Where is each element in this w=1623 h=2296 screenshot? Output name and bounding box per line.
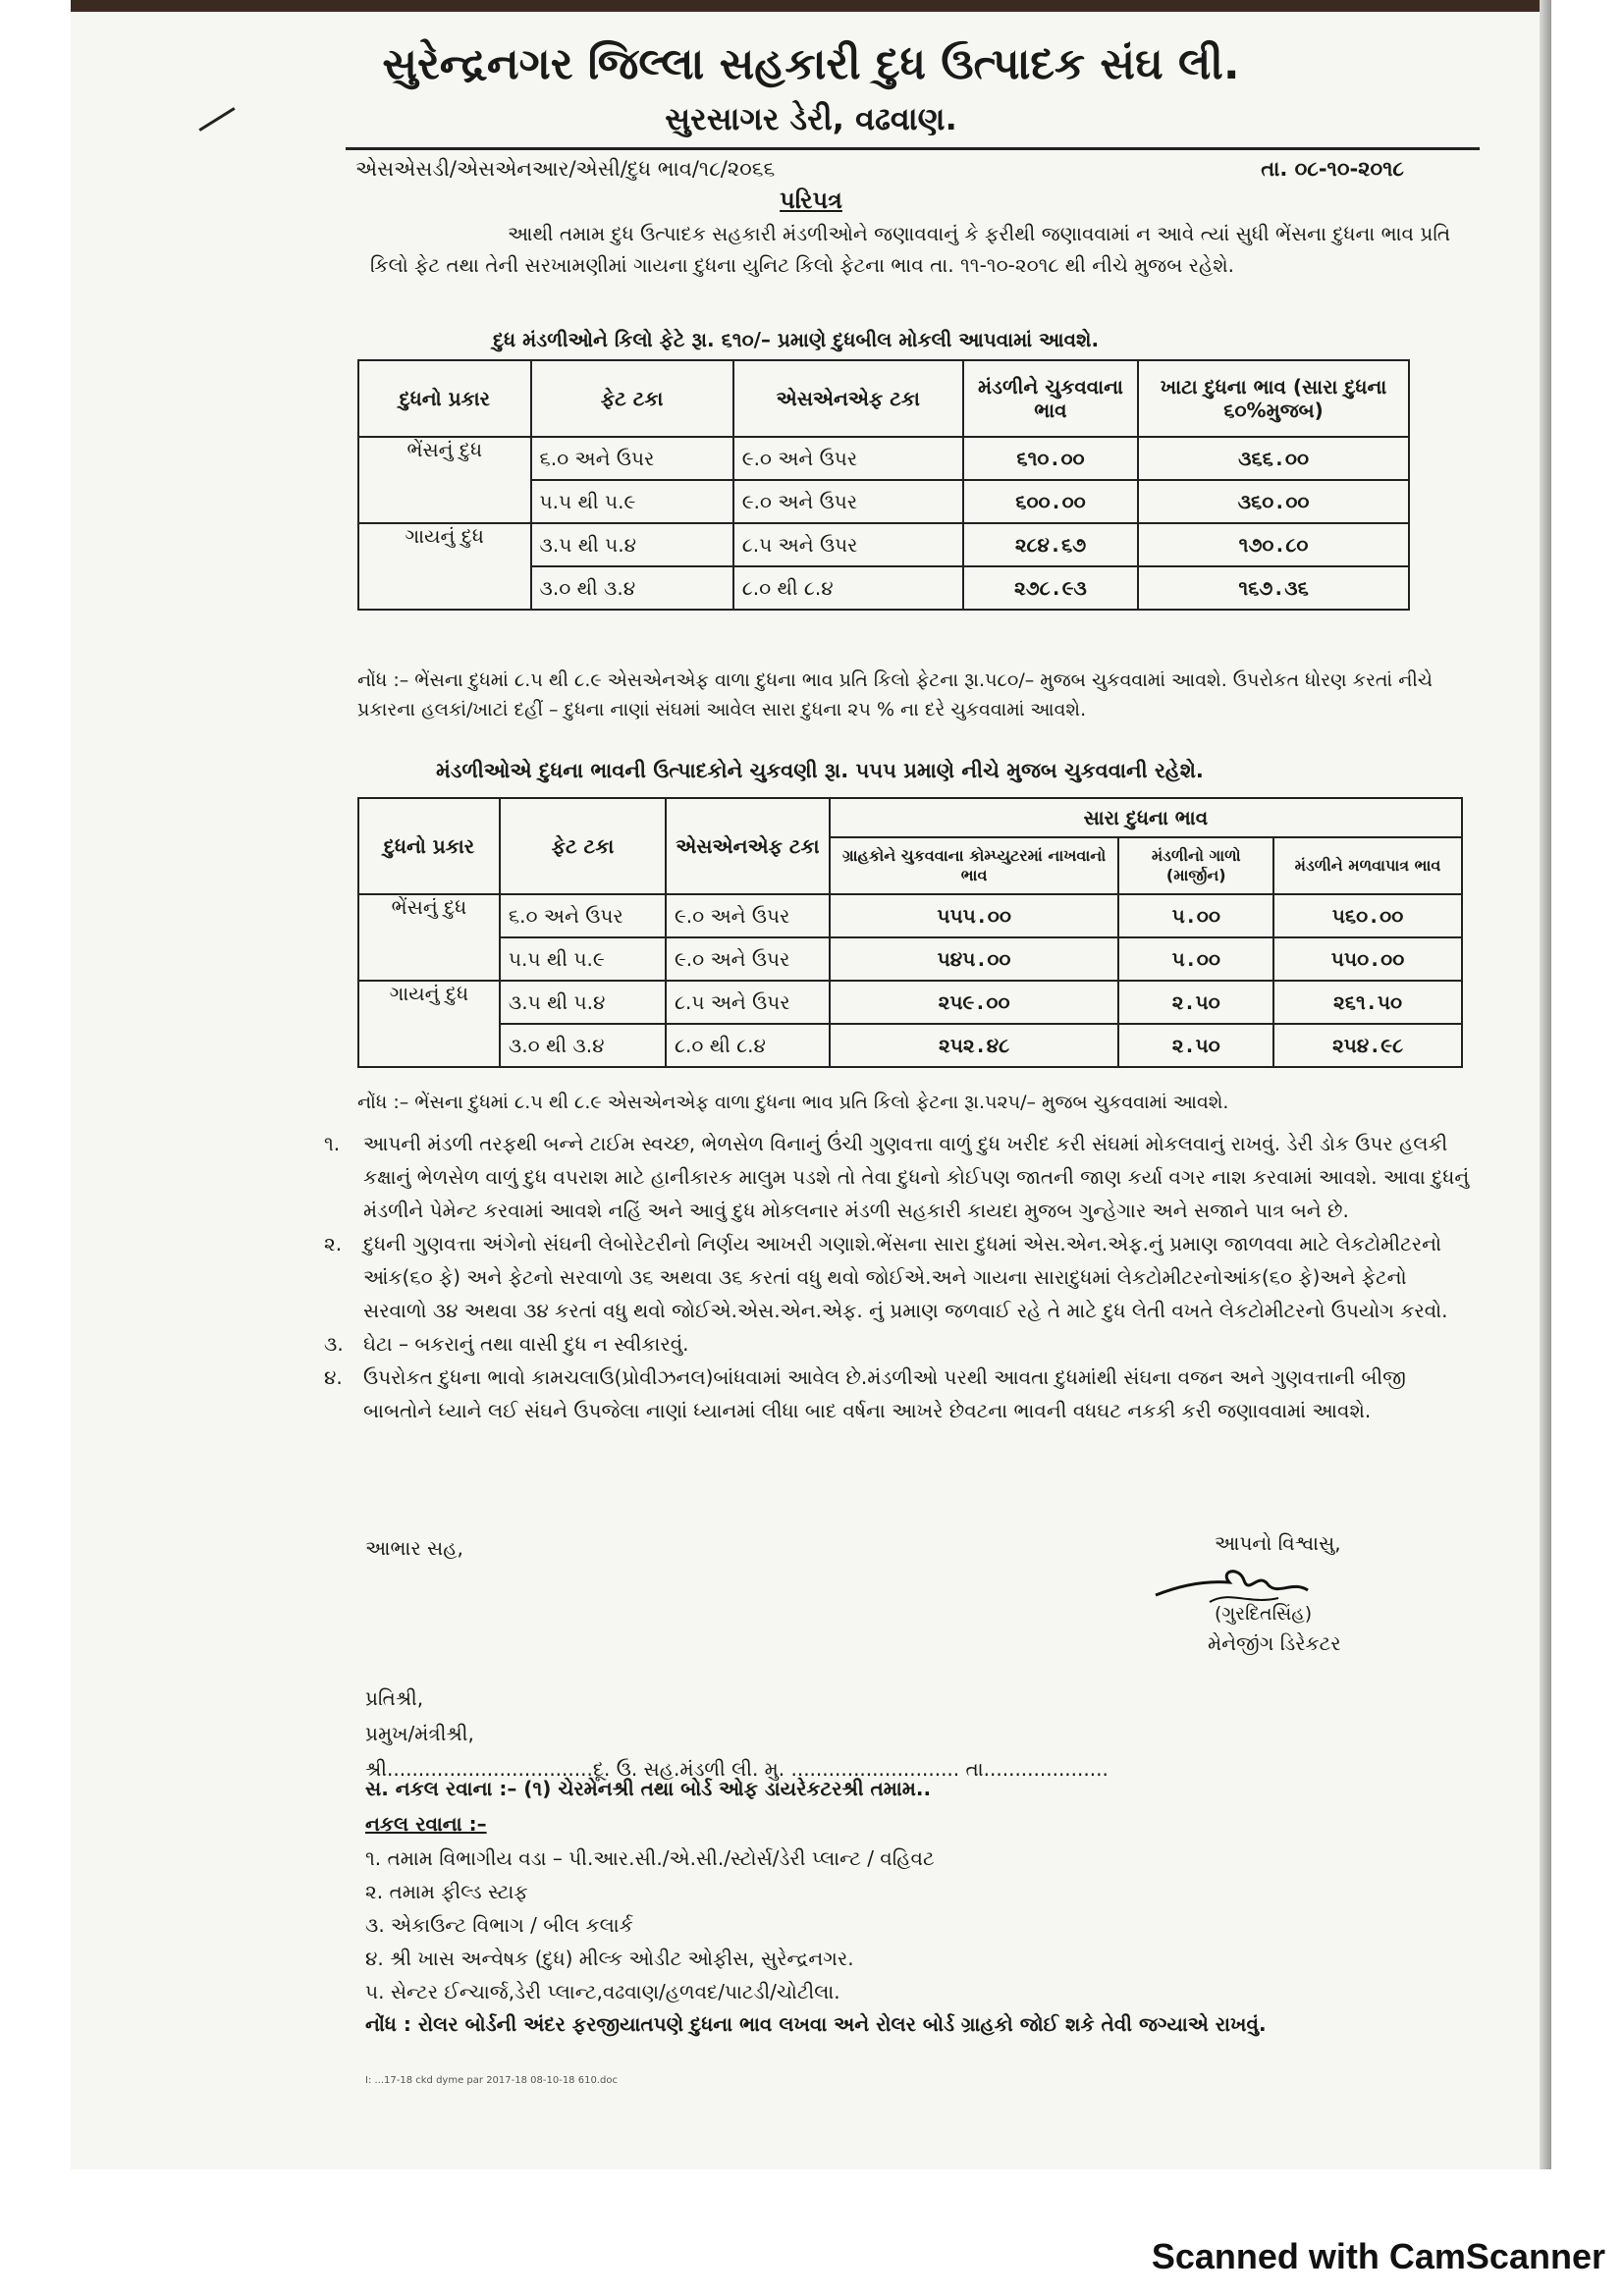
t2-cell-fat: ૩.૦ થી ૩.૪ [500, 1024, 666, 1067]
list-item [324, 1361, 1473, 1427]
t2-cell-society: ૫૬૦.૦૦ [1273, 894, 1462, 937]
t1-header-type: દુધનો પ્રકાર [358, 360, 531, 437]
t2-cell-fat: ૩.૫ થી ૫.૪ [500, 981, 666, 1024]
t2-cell-type: ગાયનું દુધ [358, 981, 500, 1067]
intro-paragraph: આથી તમામ દુધ ઉત્પાદક સહકારી મંડળીઓને જણાવવાનું કે ફરીથી જણાવવામાં ન આવે ત્યાં સુધી ભેંસના દુધના ભાવ પ્રતિ કિલો ફેટ તથા તેની સરખામણીમાં ગાયના દુધના યુનિટ કિલો ફેટના ભાવ તા. ૧૧-૧૦-૨૦૧૮ થી નીચે મુજબ રહેશે. [370, 222, 1451, 277]
point-text: આપની મંડળી તરફથી બન્ને ટાઈમ સ્વચ્છ, ભેળસેળ વિનાનું ઉંચી ગુણવત્તા વાળું દુધ ખરીદ કરી સંઘમાં મોકલવાનું રાખવું. ડેરી ડોક ઉપર હલકી કક્ષાનું ભેળસેળ વાળું દુધ વપરાશ માટે હાનીકારક માલુમ પડશે તો તેવા દુધનો કોઈપણ જાતની જાણ કર્યા વગર નાશ કરવામાં આવશે. આવા દુધનું મંડળીને પેમેન્ટ કરવામાં આવશે નહિં અને આવું દુધ મોકલનાર મંડળી સહકારી કાયદા મુજબ ગુન્હેગાર અને સજાને પાત્ર બને છે. [363, 1132, 1470, 1222]
t1-cell-snf: ૮.૫ અને ઉપર [733, 523, 963, 566]
t1-cell-fat: ૬.૦ અને ઉપર [531, 437, 733, 480]
point-number: ૧. [324, 1132, 341, 1155]
copy-list [365, 1842, 935, 2008]
header-rule [346, 147, 1480, 150]
producer-price-table [357, 797, 1463, 1068]
t2-subheader-customer: ગ્રાહકોને ચુકવવાના કોમ્પ્યુટરમાં નાખવાનો ભાવ [830, 837, 1119, 894]
point-text: ઉપરોકત દુધના ભાવો કામચલાઉ(પ્રોવીઝનલ)બાંધવામાં આવેલ છે.મંડળીઓ પરથી આવતા દુધમાંથી સંઘના વજન અને ગુણવત્તાની બીજી બાબતોને ધ્યાને લઈ સંઘને ઉપજેલા નાણાં ધ્યાનમાં લીધા બાદ વર્ષના આખરે છેવટના ભાવની વધઘટ નકકી કરી જણાવવામાં આવશે. [363, 1365, 1406, 1422]
list-item [324, 1127, 1473, 1227]
reference-number: એસએસડી/એસએનઆર/એસી/દુધ ભાવ/૧૮/૨૦૬૬ [355, 157, 776, 181]
list-item [324, 1227, 1473, 1327]
list-item: ૧. તમામ વિભાગીય વડા – પી.આર.સી./એ.સી./સ્ટોર્સ/ડેરી પ્લાન્ટ / વહિવટ [365, 1846, 935, 1870]
scan-right-edge [1540, 0, 1551, 2169]
t2-cell-fat: ૫.૫ થી ૫.૯ [500, 937, 666, 981]
t1-cell-fat: ૩.૫ થી ૫.૪ [531, 523, 733, 566]
list-item: ૩. એકાઉન્ટ વિભાગ / બીલ કલાર્ક [365, 1913, 633, 1937]
condition-line-1: દુધ મંડળીઓને કિલો ફેટે રૂા. ૬૧૦/– પ્રમાણે દુધબીલ મોકલી આપવામાં આવશે. [493, 328, 1100, 351]
point-number: ૨. [324, 1232, 343, 1255]
t1-cell-snf: ૮.૦ થી ૮.૪ [733, 566, 963, 610]
t1-cell-type: ભેંસનું દુધ [358, 437, 531, 523]
t1-cell-sour: ૩૬૬.૦૦ [1138, 437, 1409, 480]
table-row [358, 894, 1462, 937]
signatory-name: (ગુરદિતસિંહ) [1215, 1603, 1313, 1625]
point-number: ૪. [324, 1365, 343, 1389]
point-number: ૩. [324, 1332, 344, 1356]
t2-cell-type: ભેંસનું દુધ [358, 894, 500, 981]
t1-cell-fat: ૩.૦ થી ૩.૪ [531, 566, 733, 610]
t1-cell-sour: ૧૬૭.૩૬ [1138, 566, 1409, 610]
t1-cell-fat: ૫.૫ થી ૫.૯ [531, 480, 733, 523]
note-2: નોંધ :– ભેંસના દુધમાં ૮.૫ થી ૮.૯ એસએનએફ વાળા દુધના ભાવ પ્રતિ કિલો ફેટના રૂા.૫૨૫/– મુજબ ચુકવવામાં આવશે. [357, 1092, 1229, 1113]
address-line: પ્રતિશ્રી, [365, 1686, 424, 1710]
society-price-table [357, 359, 1410, 611]
point-text: દુધની ગુણવત્તા અંગેનો સંઘની લેબોરેટરીનો નિર્ણય આખરી ગણાશે.ભેંસના સારા દુધમાં એસ.એન.એફ.નું પ્રમાણ જાળવવા માટે લેકટોમીટરનો આંક(૬૦ ફે) અને ફેટનો સરવાળો ૩૬ અથવા ૩૬ કરતાં વધુ થવો જોઈએ.અને ગાયના સારાદુધમાં લેકટોમીટરનોઆંક(૬૦ ફે)અને ફેટનો સરવાળો ૩૪ અથવા ૩૪ કરતાં વધુ થવો જોઈએ.એસ.એન.એફ. નું પ્રમાણ જળવાઈ રહે તે માટે દુધ લેતી વખતે લેકટોમીટરનો ઉપયોગ કરવો. [363, 1232, 1448, 1322]
table-row [358, 437, 1409, 480]
point-text: ઘેટા – બકરાનું તથા વાસી દુધ ન સ્વીકારવું. [363, 1332, 689, 1356]
t1-header-fat: ફેટ ટકા [531, 360, 733, 437]
t2-header-fat: ફેટ ટકા [500, 798, 666, 894]
camscanner-watermark: Scanned with CamScanner [1151, 2236, 1605, 2276]
t2-cell-margin: ૫.૦૦ [1118, 894, 1273, 937]
t2-cell-society: ૫૫૦.૦૦ [1273, 937, 1462, 981]
t1-header-price: મંડળીને ચુકવવાના ભાવ [963, 360, 1138, 437]
copy-to-line: સ. નકલ રવાના :– (૧) ચેરમેનશ્રી તથા બોર્ડ ઓફ ડાયરેકટરશ્રી તમામ.. [365, 1777, 932, 1800]
org-name: સુરેન્દ્રનગર જિલ્લા સહકારી દુધ ઉત્પાદક સંઘ લી. [382, 39, 1240, 89]
t2-cell-customer: ૨૫૨.૪૮ [830, 1024, 1119, 1067]
note-1: નોંધ :– ભેંસના દુધમાં ૮.૫ થી ૮.૯ એસએનએફ વાળા દુધના ભાવ પ્રતિ કિલો ફેટના રૂા.૫૮૦/– મુજબ ચુકવવામાં આવશે. ઉપરોકત ધોરણ કરતાં નીચે પ્રકારના હલકાં/ખાટાં દહીં – દુધના નાણાં સંઘમાં આવેલ સારા દુધના ૨૫ % ના દરે ચુકવવામાં આવશે. [357, 669, 1433, 721]
t2-subheader-society: મંડળીને મળવાપાત્ર ભાવ [1273, 837, 1462, 894]
t2-cell-fat: ૬.૦ અને ઉપર [500, 894, 666, 937]
signatory-designation: મેનેજીંગ ડિરેકટર [1208, 1631, 1341, 1655]
thanks-line: આભાર સહ, [365, 1536, 463, 1560]
table-row [358, 523, 1409, 566]
address-block [365, 1681, 1109, 1787]
t2-cell-customer: ૫૪૫.૦૦ [830, 937, 1119, 981]
t1-cell-sour: ૩૬૦.૦૦ [1138, 480, 1409, 523]
condition-line-2: મંડળીઓએ દુધના ભાવની ઉત્પાદકોને ચુકવણી રૂા. ૫૫૫ પ્રમાણે નીચે મુજબ ચુકવવાની રહેશે. [436, 759, 1204, 782]
t2-cell-customer: ૨૫૯.૦૦ [830, 981, 1119, 1024]
t2-cell-margin: ૫.૦૦ [1118, 937, 1273, 981]
dairy-name: સુરસાગર ડેરી, વઢવાણ. [665, 100, 957, 137]
t2-cell-society: ૨૫૪.૯૮ [1273, 1024, 1462, 1067]
t1-cell-snf: ૯.૦ અને ઉપર [733, 437, 963, 480]
t1-cell-price: ૨૭૮.૯૩ [963, 566, 1138, 610]
t2-cell-customer: ૫૫૫.૦૦ [830, 894, 1119, 937]
scan-top-edge [71, 0, 1551, 12]
list-item [324, 1327, 1473, 1361]
yours-faithfully: આપનો વિશ્વાસુ, [1215, 1531, 1341, 1555]
t2-cell-margin: ૨.૫૦ [1118, 981, 1273, 1024]
t2-header-snf: એસએનએફ ટકા [666, 798, 830, 894]
t1-header-sour: ખાટા દુધના ભાવ (સારા દુધના ૬૦%મુજબ) [1138, 360, 1409, 437]
list-item: ૨. તમામ ફીલ્ડ સ્ટાફ [365, 1880, 528, 1903]
list-item: ૫. સેન્ટર ઈન્ચાર્જ,ડેરી પ્લાન્ટ,વઢવાણ/હળવદ/પાટડી/ચોટીલા. [365, 1980, 840, 2003]
copy-list-title: નકલ રવાના :– [365, 1812, 487, 1836]
t1-cell-price: ૬૧૦.૦૦ [963, 437, 1138, 480]
t1-header-snf: એસએનએફ ટકા [733, 360, 963, 437]
circular-date: તા. ૦૮-૧૦-૨૦૧૮ [1261, 157, 1404, 181]
circular-title: પરિપત્ર [780, 187, 842, 214]
table-row [358, 1024, 1462, 1067]
address-line: પ્રમુખ/મંત્રીશ્રી, [365, 1722, 474, 1745]
t2-cell-snf: ૯.૦ અને ઉપર [666, 937, 830, 981]
t1-cell-type: ગાયનું દુધ [358, 523, 531, 610]
list-item: ૪. શ્રી ખાસ અન્વેષક (દુધ) મીલ્ક ઓડીટ ઓફીસ, સુરેન્દ્રનગર. [365, 1947, 854, 1970]
t2-header-group: સારા દુધના ભાવ [830, 798, 1462, 837]
document-sheet [71, 0, 1551, 2169]
t2-cell-snf: ૯.૦ અને ઉપર [666, 894, 830, 937]
t1-cell-sour: ૧૭૦.૮૦ [1138, 523, 1409, 566]
points-list [324, 1127, 1473, 1427]
t2-cell-snf: ૮.૦ થી ૮.૪ [666, 1024, 830, 1067]
t1-cell-price: ૬૦૦.૦૦ [963, 480, 1138, 523]
t2-subheader-margin: મંડળીનો ગાળો (માર્જીન) [1118, 837, 1273, 894]
t2-cell-society: ૨૬૧.૫૦ [1273, 981, 1462, 1024]
t2-cell-snf: ૮.૫ અને ઉપર [666, 981, 830, 1024]
t2-header-type: દુધનો પ્રકાર [358, 798, 500, 894]
t1-cell-snf: ૯.૦ અને ઉપર [733, 480, 963, 523]
footer-file-path: I: ...17-18 ckd dyme par 2017-18 08-10-18 610.doc [365, 2075, 618, 2086]
table-row [358, 937, 1462, 981]
t1-cell-price: ૨૮૪.૬૭ [963, 523, 1138, 566]
address-line: શ્રી.................................દૂ. ઉ. સહ.મંડળી લી. મુ. ........................... તા.................... [365, 1757, 1109, 1781]
table-row [358, 981, 1462, 1024]
final-note: નોંધ : રોલર બોર્ડની અંદર ફરજીયાતપણે દુધના ભાવ લખવા અને રોલર બોર્ડ ગ્રાહકો જોઈ શકે તેવી જગ્યાએ રાખવું. [365, 2012, 1267, 2036]
t2-cell-margin: ૨.૫૦ [1118, 1024, 1273, 1067]
